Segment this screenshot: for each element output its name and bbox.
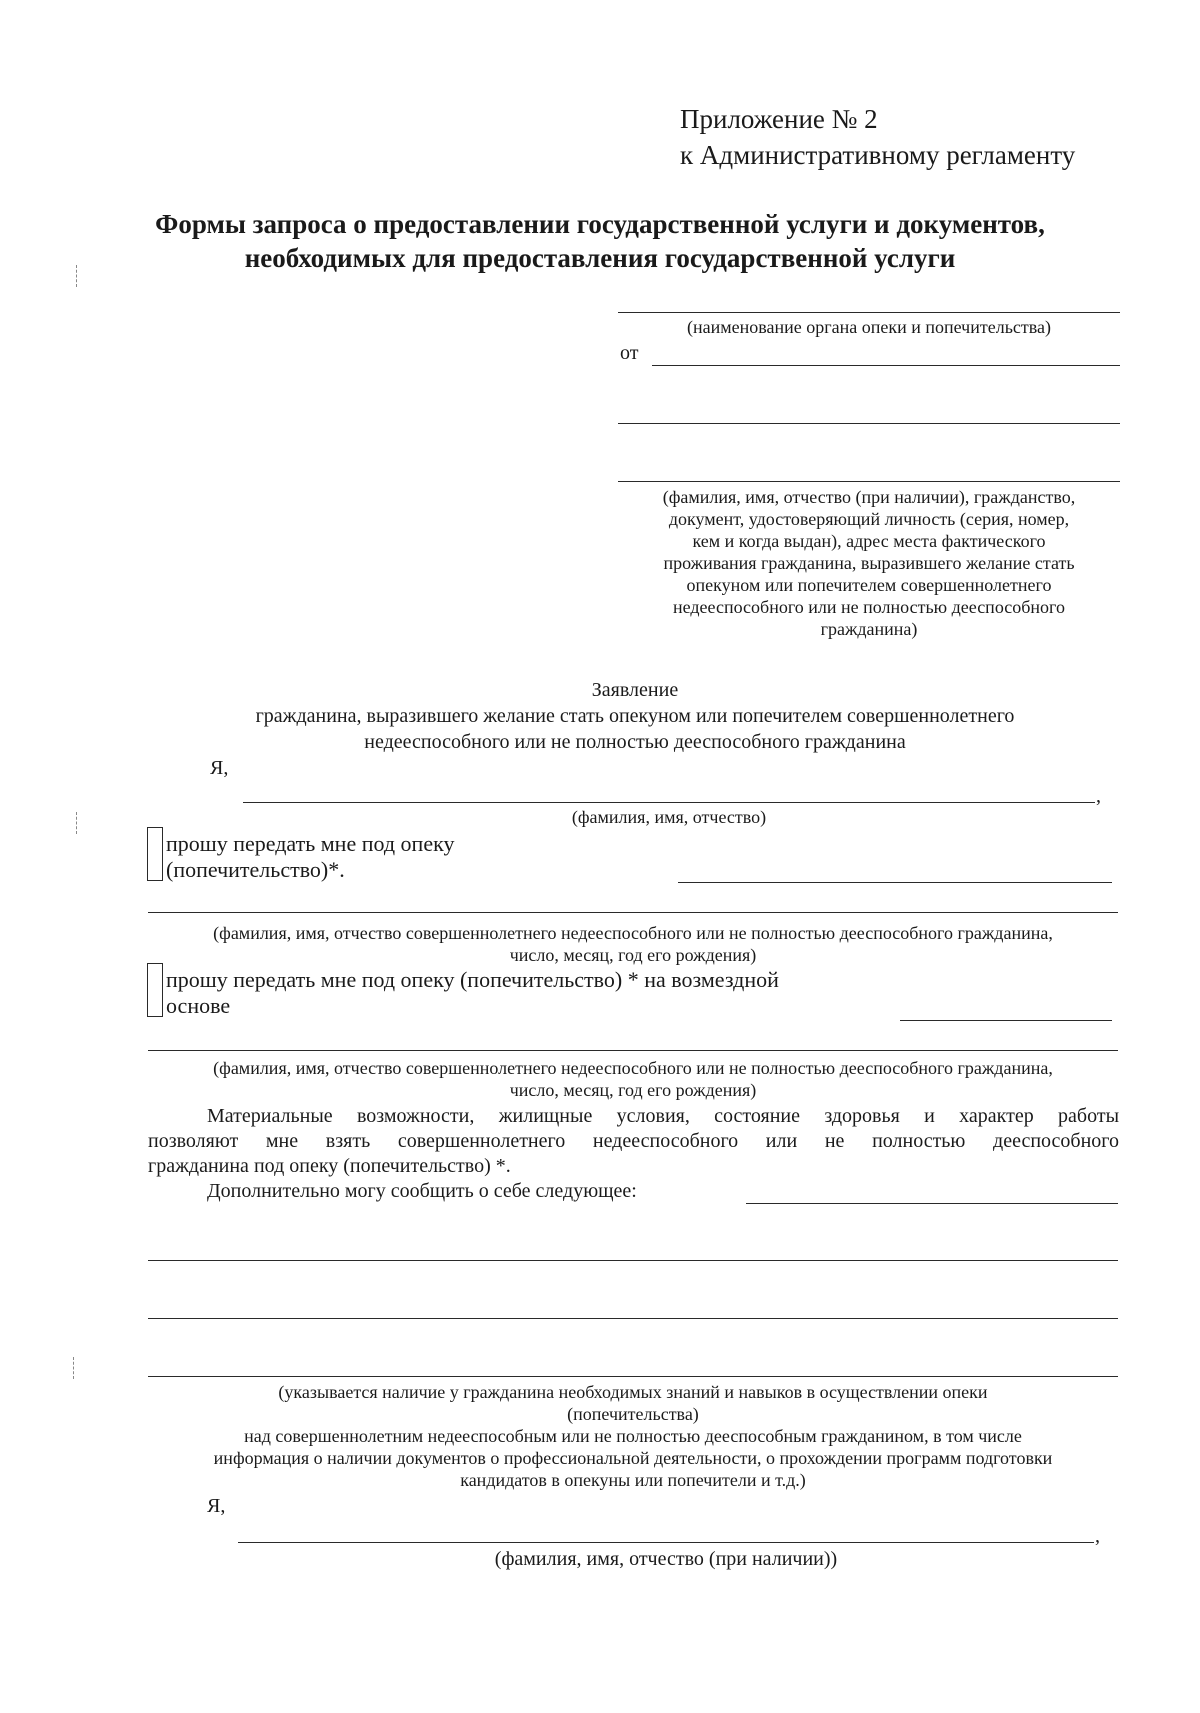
footer-i-label: Я, — [207, 1495, 226, 1517]
applicant-name-caption: (фамилия, имя, отчество) — [571, 807, 767, 827]
conditions-text: Материальные возможности, жилищные условия, состояние здоровья и характер работы — [207, 1105, 1119, 1127]
applicant-caption-line: недееспособного или не полностью дееспособного — [673, 597, 1065, 617]
option-paid-guardianship-text-line1: прошу передать мне под опеку (попечительство) * на возмездной — [166, 967, 779, 992]
skills-caption-line4: информация о наличии документов о профессиональной деятельности, о прохождении программ подготовки — [213, 1448, 1053, 1468]
i-label: Я, — [210, 757, 229, 779]
applicant-caption-line: гражданина) — [820, 619, 918, 639]
statement-subheading-line2: недееспособного или не полностью дееспособного гражданина — [364, 731, 906, 753]
statement-subheading-line1: гражданина, выразившего желание стать опекуном или попечителем совершеннолетнего — [255, 705, 1015, 727]
conditions-paragraph-line3: гражданина под опеку (попечительство) *. — [148, 1155, 511, 1177]
option-guardianship-text-line1: прошу передать мне под опеку — [166, 831, 455, 856]
appendix-number: Приложение № 2 — [680, 104, 878, 134]
option-paid-guardianship-checkbox[interactable] — [147, 963, 163, 1017]
scan-edge-mark — [76, 812, 77, 834]
organ-name-line[interactable] — [618, 312, 1120, 313]
scan-edge-mark — [73, 1357, 74, 1379]
organ-name-caption: (наименование органа опеки и попечительства) — [686, 317, 1052, 337]
applicant-caption-line: документ, удостоверяющий личность (серия, номер, — [668, 509, 1070, 529]
applicant-line-3[interactable] — [618, 481, 1120, 482]
ward-name-line-c[interactable] — [900, 1020, 1112, 1021]
skills-caption-line2: (попечительства) — [567, 1404, 699, 1424]
from-label: от — [620, 342, 639, 364]
ward-name-line-b[interactable] — [148, 912, 1118, 913]
ward-name-line-d[interactable] — [148, 1050, 1118, 1051]
line-end-comma: , — [1096, 785, 1101, 807]
applicant-caption-line: опекуном или попечителем совершеннолетнего — [686, 575, 1052, 595]
option-guardianship-text-line2: (попечительство)*. — [166, 857, 345, 882]
ward-caption-line2: число, месяц, год его рождения) — [509, 1080, 757, 1100]
applicant-caption-line: проживания гражданина, выразившего желание стать — [663, 553, 1075, 573]
option-guardianship-checkbox[interactable] — [147, 827, 163, 881]
ward-caption-line1: (фамилия, имя, отчество совершеннолетнего недееспособного или не полностью дееспособного гражданина, — [213, 923, 1053, 943]
footer-name-line[interactable] — [238, 1542, 1094, 1543]
additional-info-line-4[interactable] — [148, 1376, 1118, 1377]
applicant-line-2[interactable] — [618, 423, 1120, 424]
additional-info-label: Дополнительно могу сообщить о себе следующее: — [207, 1180, 637, 1202]
conditions-paragraph-line1 — [207, 1104, 1119, 1129]
additional-info-line-3[interactable] — [148, 1318, 1118, 1319]
statement-heading: Заявление — [591, 679, 679, 701]
conditions-paragraph-line2 — [148, 1129, 1119, 1154]
applicant-name-line[interactable] — [243, 802, 1095, 803]
ward-name-line-a[interactable] — [678, 882, 1112, 883]
conditions-text: позволяют мне взять совершеннолетнего недееспособного или не полностью дееспособного — [148, 1130, 1119, 1152]
appendix-reference: к Административному регламенту — [680, 140, 1076, 170]
additional-info-line-1[interactable] — [746, 1203, 1118, 1204]
document-title-line1: Формы запроса о предоставлении государственной услуги и документов, — [155, 209, 1045, 239]
option-paid-guardianship-text-line2: основе — [166, 993, 231, 1018]
ward-caption-line2: число, месяц, год его рождения) — [509, 945, 757, 965]
scan-edge-mark — [76, 265, 77, 287]
applicant-line-1[interactable] — [652, 365, 1120, 366]
ward-caption-line1: (фамилия, имя, отчество совершеннолетнего недееспособного или не полностью дееспособного гражданина, — [213, 1058, 1053, 1078]
footer-line-end-comma: , — [1095, 1525, 1100, 1547]
skills-caption-line3: над совершеннолетним недееспособным или не полностью дееспособным гражданином, в том числе — [244, 1426, 1022, 1446]
footer-name-caption: (фамилия, имя, отчество (при наличии)) — [494, 1548, 838, 1570]
additional-info-line-2[interactable] — [148, 1260, 1118, 1261]
applicant-caption — [618, 486, 1120, 640]
applicant-caption-line: кем и когда выдан), адрес места фактического — [692, 531, 1046, 551]
applicant-caption-line: (фамилия, имя, отчество (при наличии), гражданство, — [662, 487, 1076, 507]
document-title-line2: необходимых для предоставления государственной услуги — [244, 243, 956, 273]
skills-caption-line5: кандидатов в опекуны или попечители и т.д.) — [460, 1470, 806, 1490]
skills-caption-line1: (указывается наличие у гражданина необходимых знаний и навыков в осуществлении опеки — [278, 1382, 988, 1402]
